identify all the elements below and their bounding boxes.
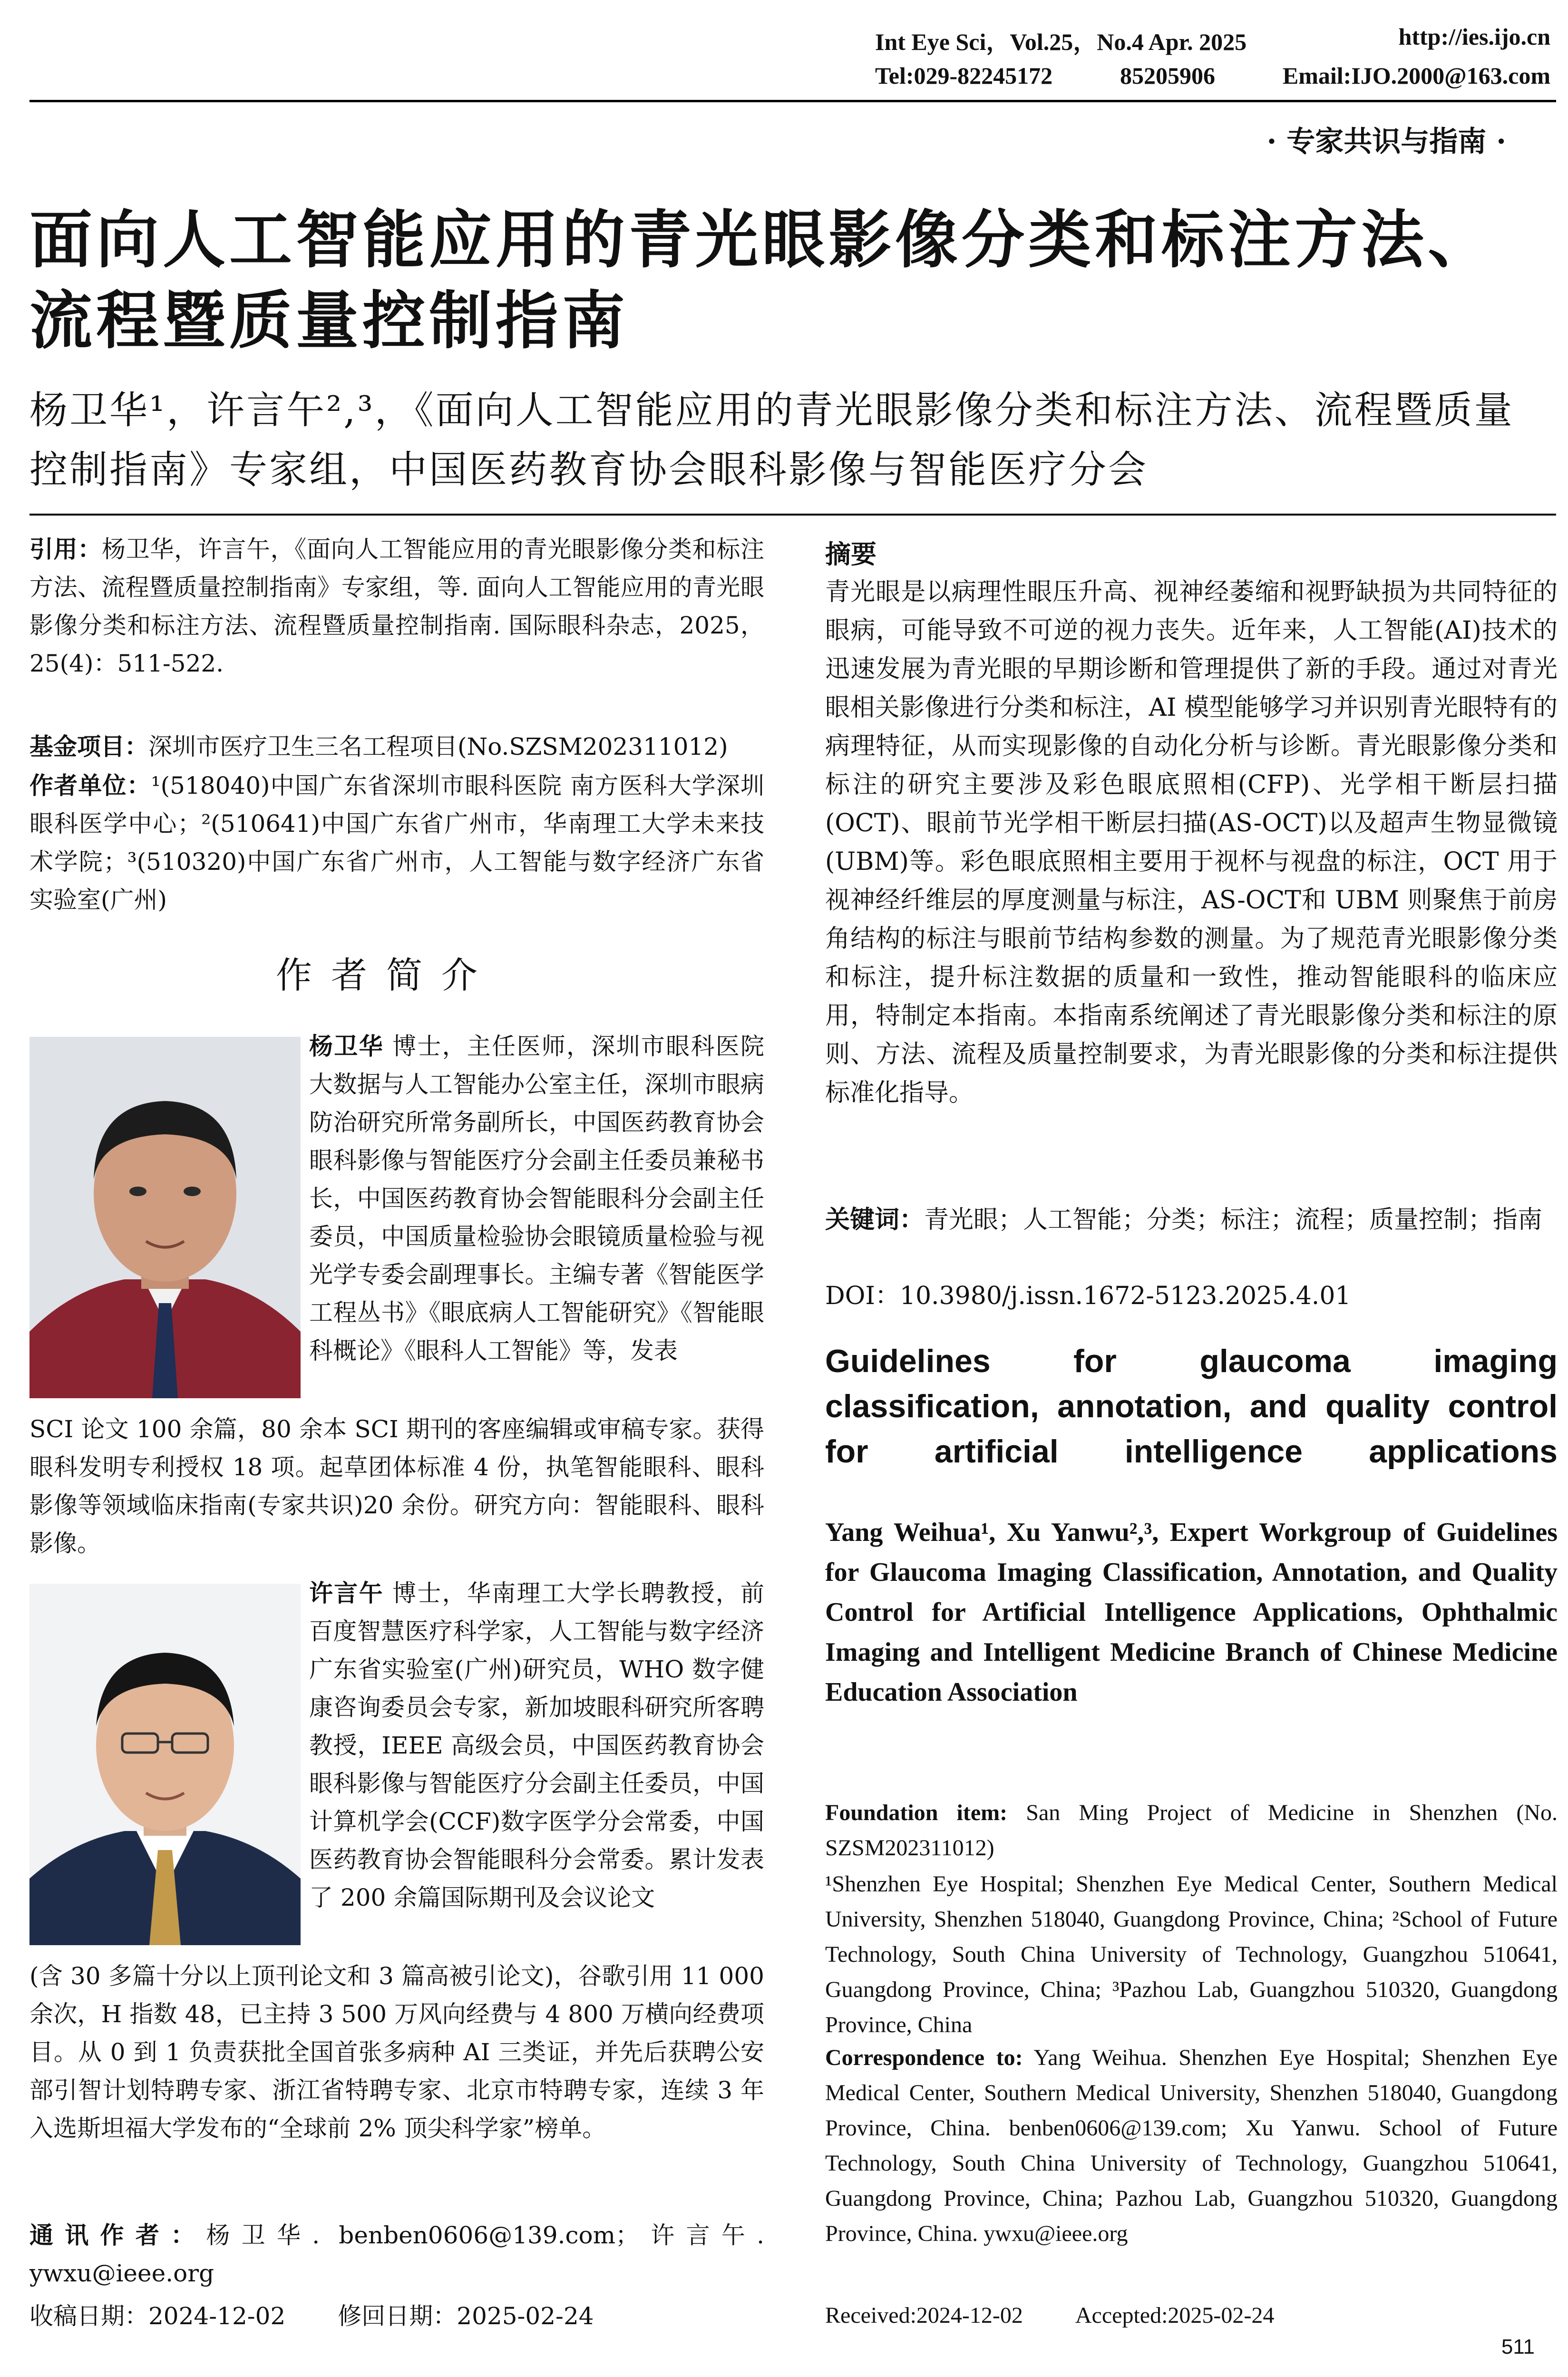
bio1-below: SCI 论文 100 余篇，80 余本 SCI 期刊的客座编辑或审稿专家。获得眼科发明专利授权 18 项。起草团体标准 4 份，执笔智能眼科、眼科影像等领域临床指南(专家共识)20 余份。研究方向：智能眼科、眼科影像。 [29,1415,764,1557]
authors-cn: 杨卫华¹，许言午²,³，《面向人工智能应用的青光眼影像分类和标注方法、流程暨质量控制指南》专家组，中国医药教育协会眼科影像与智能医疗分会 [29,388,1514,492]
revised-date-cn: 修回日期：2025-02-24 [338,2302,594,2330]
author-photo-xu [29,1584,301,1945]
correspondence-label: 通讯作者： [29,2221,206,2249]
affiliation-en: ¹Shenzhen Eye Hospital; Shenzhen Eye Medical Center, Southern Medical University, Shenzhen 518040, Guangdong Province, China; ²School of Future Technology, South China University of Technology, Guangzhou 510641, Guangdong Province, China; ³Pazhou Lab, Guangzhou 510320, Guangdong Province, China [825,1871,1558,2037]
bio1-text-beside: 博士，主任医师，深圳市眼科医院大数据与人工智能办公室主任，深圳市眼病防治研究所常务副所长，中国医药教育协会眼科影像与智能医疗分会副主任委员兼秘书长，中国医药教育协会智能眼科分会副主任委员，中国质量检验协会眼镜质量检验与视光学专委会副理事长。主编专著《智能医学工程丛书》《眼底病人工智能研究》《智能眼科概论》《眼科人工智能》等，发表 [309,1033,765,1364]
journal-email[interactable]: Email:IJO.2000@163.com [1282,62,1550,89]
affiliation-block [29,767,764,919]
page-number: 511 [1501,2335,1535,2358]
bio2-text-beside: 博士，华南理工大学长聘教授，前百度智慧医疗科学家，人工智能与数字经济广东省实验室(广州)研究员，WHO 数字健康咨询委员会专家，新加坡眼科研究所客聘教授，IEEE 高级会员，中国医药教育协会眼科影像与智能医疗分会副主任委员，中国计算机学会(CCF)数字医学分会常委，中国医药教育协会智能眼科分会常委。累计发表了 200 余篇国际期刊及会议论文 [309,1579,765,1911]
keywords-text: 青光眼；人工智能；分类；标注；流程；质量控制；指南 [924,1206,1543,1234]
dates-cn [29,2297,764,2335]
keywords-label: 关键词： [825,1206,925,1234]
foundation-en-label: Foundation item: [825,1800,1008,1825]
affiliation-label: 作者单位： [29,772,151,799]
abstract-text: 青光眼是以病理性眼压升高、视神经萎缩和视野缺损为共同特征的眼病，可能导致不可逆的视力丧失。近年来，人工智能(AI)技术的迅速发展为青光眼的早期诊断和管理提供了新的手段。通过对青光眼相关影像进行分类和标注，AI 模型能够学习并识别青光眼特有的病理特征，从而实现影像的自动化分析与诊断。青光眼影像分类和标注的研究主要涉及彩色眼底照相(CFP)、光学相干断层扫描(OCT)、眼前节光学相干断层扫描(AS-OCT)以及超声生物显微镜(UBM)等。彩色眼底照相主要用于视杯与视盘的标注，OCT 用于视神经纤维层的厚度测量与标注，AS-OCT和 UBM 则聚焦于前房角结构的标注与眼前节结构参数的测量。为了规范青光眼影像分类和标注，提升标注数据的质量和一致性，推动智能眼科的临床应用，特制定本指南。本指南系统阐述了青光眼影像分类和标注的原则、方法、流程及质量控制要求，为青光眼影像的分类和标注提供标准化指导。 [825,578,1558,1107]
citation-text: 杨卫华，许言午，《面向人工智能应用的青光眼影像分类和标注方法、流程暨质量控制指南》专家组，等. 面向人工智能应用的青光眼影像分类和标注方法、流程暨质量控制指南. 国际眼科杂志，2025，25(4)：511-522. [29,536,764,677]
bio-heading: 作者简介 [276,954,497,996]
affiliation-text: ¹(518040)中国广东省深圳市眼科医院 南方医科大学深圳眼科医学中心；²(510641)中国广东省广州市，华南理工大学未来技术学院；³(510320)中国广东省广州市，人工智能与数字经济广东省实验室(广州) [29,772,765,914]
journal-tel: Tel:029-82245172 [875,62,1053,89]
correspondence-en-text: Yang Weihua. Shenzhen Eye Hospital; Shenzhen Eye Medical Center, Southern Medical University, Shenzhen 518040, Guangdong Province, China. benben0606@139.com; Xu Yanwu. School of Future Technology, South China University of Technology, Guangzhou 510641, Guangdong Province, China; Pazhou Lab, Guangzhou 510320, Guangdong Province, China. ywxu@ieee.org [825,2045,1558,2246]
keywords-block [825,1201,1558,1239]
fund-label: 基金项目： [29,733,148,760]
received-date-cn: 收稿日期：2024-12-02 [29,2302,286,2330]
foundation-en-text: San Ming Project of Medicine in Shenzhen (No. SZSM202311012) [825,1800,1558,1861]
journal-fax: 85205906 [1120,62,1215,89]
section-tag: · 专家共识与指南 · [1266,125,1506,158]
header-rule [29,100,1556,102]
correspondence-cn [29,2216,764,2292]
journal-header-line2 [875,62,1550,89]
english-authors: Yang Weihua¹, Xu Yanwu²,³, Expert Workgroup of Guidelines for Glaucoma Imaging Classification, Annotation, and Quality Control for Artificial Intelligence Applications, Ophthalmic Imaging and Intelligent Medicine Branch of Chinese Medicine Education Association [825,1518,1558,1707]
accepted-date-en: Accepted:2025-02-24 [1075,2303,1275,2328]
correspondence-en-label: Correspondence to: [825,2045,1023,2070]
correspondence-text: 杨卫华. benben0606@139.com；许言午. ywxu@ieee.org [29,2221,765,2287]
citation-label: 引用： [29,536,102,563]
received-date-en: Received:2024-12-02 [825,2303,1023,2328]
citation-block [29,530,764,682]
fund-text: 深圳市医疗卫生三名工程项目(No.SZSM202311012) [148,733,728,760]
fund-block [29,728,764,766]
bio2-beside [309,1574,764,1917]
page-title: 面向人工智能应用的青光眼影像分类和标注方法、流程暨质量控制指南 [29,204,1494,358]
bio2-below: (含 30 多篇十分以上顶刊论文和 3 篇高被引论文)，谷歌引用 11 000 余次，H 指数 48，已主持 3 500 万风向经费与 4 800 万横向经费项目。从 0 到 1 负责获批全国首张多病种 AI 三类证，并先后获聘公安部引智计划特聘专家、浙江省特聘专家、北京市特聘专家，连续 3 年入选斯坦福大学发布的“全球前 2% 顶尖科学家”榜单。 [29,1962,764,2142]
foundation-en [825,1795,1558,1866]
bio1-name: 杨卫华 [309,1033,384,1060]
portrait-icon [29,1584,301,1945]
journal-header-line1 [875,23,1550,57]
title-rule [29,514,1556,516]
english-title: Guidelines for glaucoma imaging classification, annotation, and quality control for artificial intelligence applications [825,1343,1558,1470]
bio2-name: 许言午 [309,1579,384,1607]
doi[interactable]: DOI：10.3980/j.issn.1672-5123.2025.4.01 [825,1282,1351,1310]
author-photo-yang [29,1037,301,1398]
dates-en [825,2298,1558,2333]
journal-url[interactable]: http://ies.ijo.cn [1398,23,1550,50]
portrait-icon [29,1037,301,1398]
abstract-label: 摘要 [825,539,877,569]
correspondence-en [825,2040,1558,2251]
journal-citation: Int Eye Sci，Vol.25，No.4 Apr. 2025 [875,29,1247,55]
bio1-beside [309,1027,764,1370]
